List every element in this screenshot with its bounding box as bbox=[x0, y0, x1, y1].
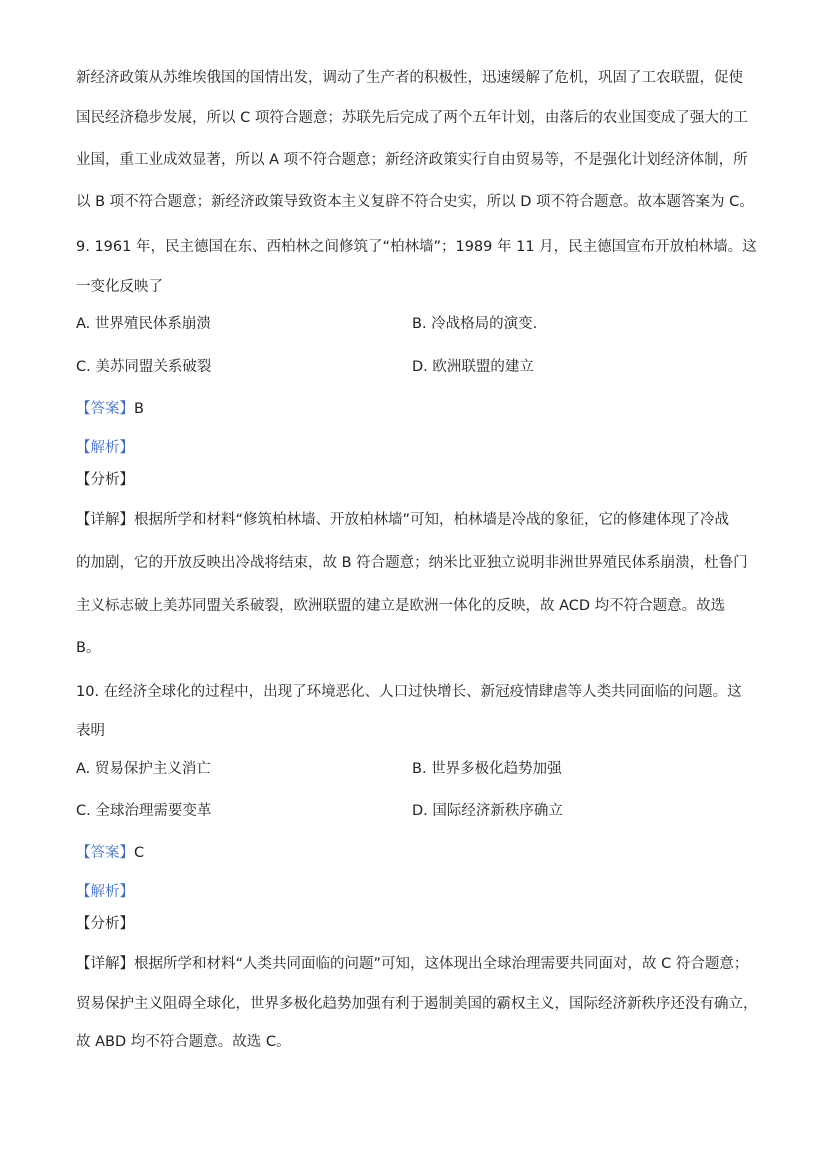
question-9-option-b: B. 冷战格局的演变. bbox=[412, 316, 538, 332]
question-10-jiexi-tag: 【解析】 bbox=[76, 884, 134, 900]
question-10-option-d: D. 国际经济新秩序确立 bbox=[412, 803, 563, 819]
question-10-answer bbox=[76, 843, 144, 863]
question-9-detail: 的加剧，它的开放反映出冷战将结束，故 B 符合题意；纳米比亚独立说明非洲世界殖民体系崩溃，杜鲁门 bbox=[76, 555, 748, 571]
paragraph-line: 国民经济稳步发展，所以 C 项符合题意；苏联先后完成了两个五年计划，由落后的农业国变成了强大的工 bbox=[76, 110, 748, 126]
question-9-option-a: A. 世界殖民体系崩溃 bbox=[76, 316, 211, 332]
question-10-detail: 故 ABD 均不符合题意。故选 C。 bbox=[76, 1034, 291, 1050]
question-10-fenxi-tag: 【分析】 bbox=[76, 916, 134, 932]
question-10-detail bbox=[76, 954, 748, 974]
question-9-detail: B。 bbox=[76, 640, 101, 656]
detail-tag: 【详解】 bbox=[76, 956, 134, 972]
answer-value: B bbox=[134, 401, 144, 417]
answer-tag: 【答案】 bbox=[76, 845, 134, 861]
question-10-option-a: A. 贸易保护主义消亡 bbox=[76, 761, 211, 777]
detail-text: 根据所学和材料“修筑柏林墙、开放柏林墙”可知，柏林墙是冷战的象征，它的修建体现了冷战 bbox=[134, 512, 730, 528]
question-9-detail bbox=[76, 510, 729, 530]
detail-tag: 【详解】 bbox=[76, 512, 134, 528]
question-9-detail: 主义标志破上美苏同盟关系破裂，欧洲联盟的建立是欧洲一体化的反映，故 ACD 均不符合题意。故选 bbox=[76, 598, 726, 614]
question-10-option-b: B. 世界多极化趋势加强 bbox=[412, 761, 562, 777]
paragraph-line: 业国，重工业成效显著，所以 A 项不符合题意；新经济政策实行自由贸易等，不是强化计划经济体制，所 bbox=[76, 152, 748, 168]
question-9-stem: 9. 1961 年，民主德国在东、西柏林之间修筑了“柏林墙”；1989 年 11 月，民主德国宣布开放柏林墙。这 bbox=[76, 239, 757, 255]
detail-text: 根据所学和材料“人类共同面临的问题”可知，这体现出全球治理需要共同面对，故 C 符合题意； bbox=[134, 956, 749, 972]
paragraph-line: 以 B 项不符合题意；新经济政策导致资本主义复辟不符合史实，所以 D 项不符合题意。故本题答案为 C。 bbox=[76, 194, 754, 210]
question-9-option-c: C. 美苏同盟关系破裂 bbox=[76, 359, 212, 375]
question-9-jiexi-tag: 【解析】 bbox=[76, 440, 134, 456]
paragraph-line: 新经济政策从苏维埃俄国的国情出发，调动了生产者的积极性，迅速缓解了危机，巩固了工农联盟，促使 bbox=[76, 70, 743, 86]
question-9-stem: 一变化反映了 bbox=[76, 279, 163, 295]
answer-value: C bbox=[134, 845, 145, 861]
question-9-fenxi-tag: 【分析】 bbox=[76, 472, 134, 488]
question-10-stem: 10. 在经济全球化的过程中，出现了环境恶化、人口过快增长、新冠疫情肆虐等人类共同面临的问题。这 bbox=[76, 684, 742, 700]
question-10-stem: 表明 bbox=[76, 723, 105, 739]
question-10-option-c: C. 全球治理需要变革 bbox=[76, 803, 212, 819]
question-10-detail: 贸易保护主义阻碍全球化，世界多极化趋势加强有利于遏制美国的霸权主义，国际经济新秩序还没有确立， bbox=[76, 996, 758, 1012]
question-9-answer bbox=[76, 399, 144, 419]
answer-tag: 【答案】 bbox=[76, 401, 134, 417]
question-9-option-d: D. 欧洲联盟的建立 bbox=[412, 359, 534, 375]
